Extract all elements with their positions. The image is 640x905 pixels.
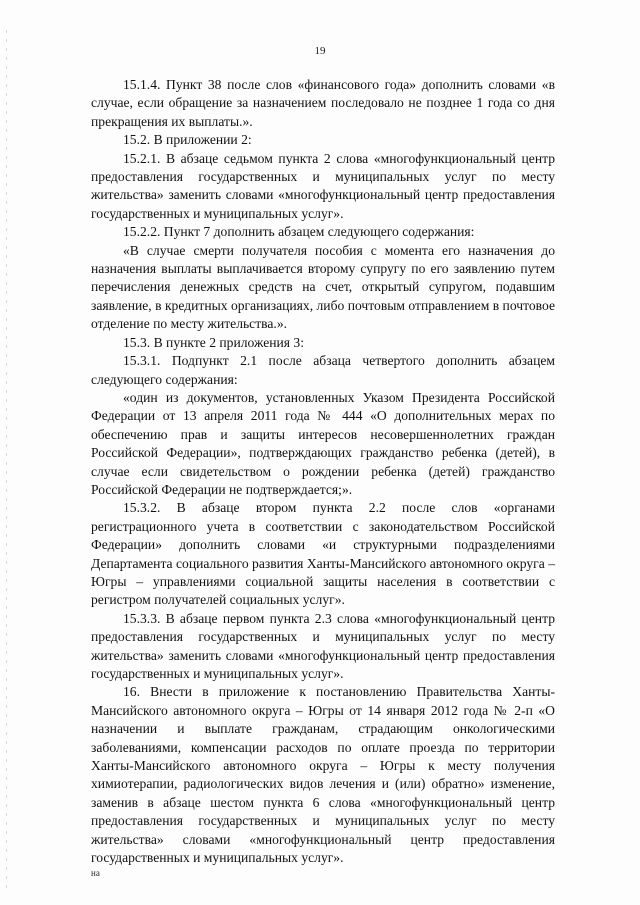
page-number: 19: [314, 45, 326, 57]
paragraph-15-3-3: 15.3.3. В абзаце первом пункта 2.3 слова «многофункциональный центр предоставления государственных и муниципальных услуг по месту жительства» заменить словами «многофункциональный центр предоставления государственных и муниципальных услуг».: [91, 610, 555, 681]
paragraph-15-2-1: 15.2.1. В абзаце седьмом пункта 2 слова «многофункциональный центр предоставления государственных и муниципальных услуг по месту жительства» заменить словами «многофункциональный центр предоставления государственных и муниципальных услуг».: [91, 150, 555, 221]
paragraph-15-3-1: 15.3.1. Подпункт 2.1 после абзаца четвертого дополнить абзацем следующего содержания:: [91, 353, 555, 387]
paragraph-15-3: 15.3. В пункте 2 приложения 3:: [123, 334, 304, 350]
document-body: [91, 76, 555, 867]
paragraph-15-3-2: 15.3.2. В абзаце втором пункта 2.2 после слов «органами регистрационного учета в соответствии с законодательством Российской Федерации» дополнить словами «и структурными подразделениями Департамента социального развития Ханты-Мансийского автономного округа – Югры – управлениями социальной защиты населения в соответствии с регистром получателей социальных услуг».: [91, 500, 555, 608]
paragraph-15-2-2: 15.2.2. Пункт 7 дополнить абзацем следующего содержания:: [123, 224, 475, 240]
footer-mark: на: [91, 868, 100, 878]
paragraph-quote-citizenship-document: «один из документов, установленных Указом Президента Российской Федерации от 13 апреля 2011 года № 444 «О дополнительных мерах по обеспечению прав и защиты интересов несовершеннолетних граждан Российской Федерации», подтверждающих гражданство ребенка (детей), в случае если свидетельством о рождении ребенка (детей) гражданство Российской Федерации не подтверждается;».: [91, 389, 555, 497]
paragraph-15-2: 15.2. В приложении 2:: [123, 132, 252, 148]
paragraph-15-1-4: 15.1.4. Пункт 38 после слов «финансового года» дополнить словами «в случае, если обращение за назначением последовало не позднее 1 года со дня прекращения их выплаты.».: [91, 77, 555, 129]
scan-edge-line: [6, 30, 7, 890]
paragraph-quote-spouse-payment: «В случае смерти получателя пособия с момента его назначения до назначения выплаты выплачивается второму супругу по его заявлению путем перечисления денежных средств на счет, открытый супругом, подавшим заявление, в кредитных организациях, либо почтовым отправлением в почтовое отделение по месту жительства.».: [91, 242, 555, 332]
paragraph-16: 16. Внести в приложение к постановлению Правительства Ханты-Мансийского автономного округа – Югры от 14 января 2012 года № 2-п «О назначении и выплате гражданам, страдающим онкологическими заболеваниями, компенсации расходов по оплате проезда по территории Ханты-Мансийского автономного округа – Югры к месту получения химиотерапии, радиологических видов лечения и (или) обратно» изменение, заменив в абзаце шестом пункта 6 слова «многофункциональный центр предоставления государственных и муниципальных услуг по месту жительства» словами «многофункциональный центр предоставления государственных и муниципальных услуг».: [91, 684, 555, 866]
